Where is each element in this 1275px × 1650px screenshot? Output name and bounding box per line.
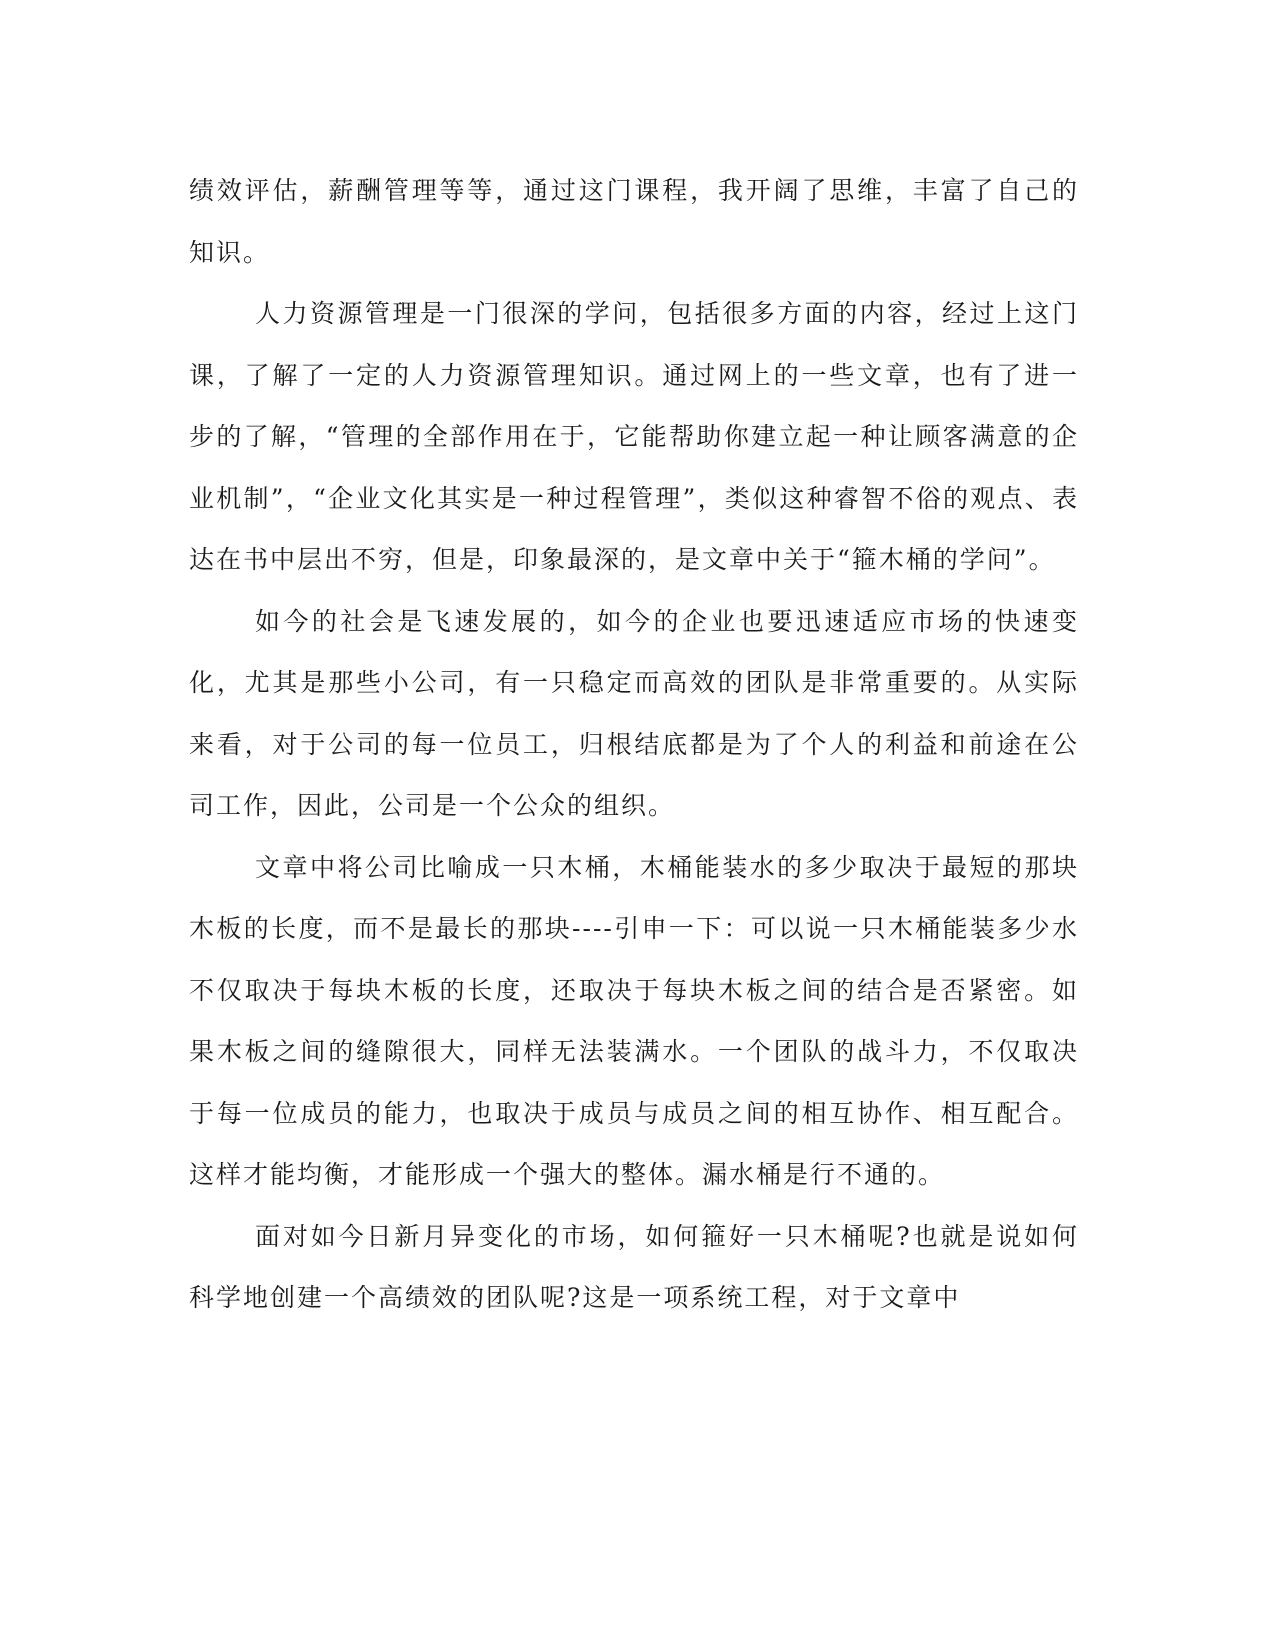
document-body	[189, 160, 1079, 1329]
paragraph-1: 绩效评估，薪酬管理等等，通过这门课程，我开阔了思维，丰富了自己的知识。	[189, 176, 1079, 267]
paragraph-3: 如今的社会是飞速发展的，如今的企业也要迅速适应市场的快速变化，尤其是那些小公司，有一只稳定而高效的团队是非常重要的。从实际来看，对于公司的每一位员工，归根结底都是为了个人的利益和前途在公司工作，因此，公司是一个公众的组织。	[189, 606, 1079, 820]
paragraph-4: 文章中将公司比喻成一只木桶，木桶能装水的多少取决于最短的那块木板的长度，而不是最长的那块----引申一下：可以说一只木桶能装多少水不仅取决于每块木板的长度，还取决于每块木板之间的结合是否紧密。如果木板之间的缝隙很大，同样无法装满水。一个团队的战斗力，不仅取决于每一位成员的能力，也取决于成员与成员之间的相互协作、相互配合。这样才能均衡，才能形成一个强大的整体。漏水桶是行不通的。	[189, 852, 1079, 1189]
paragraph-2: 人力资源管理是一门很深的学问，包括很多方面的内容，经过上这门课，了解了一定的人力资源管理知识。通过网上的一些文章，也有了进一步的了解，“管理的全部作用在于，它能帮助你建立起一种让顾客满意的企业机制”，“企业文化其实是一种过程管理”，类似这种睿智不俗的观点、表达在书中层出不穷，但是，印象最深的，是文章中关于“箍木桶的学问”。	[189, 299, 1079, 574]
paragraph-5: 面对如今日新月异变化的市场，如何箍好一只木桶呢?也就是说如何科学地创建一个高绩效的团队呢?这是一项系统工程，对于文章中	[189, 1221, 1079, 1312]
